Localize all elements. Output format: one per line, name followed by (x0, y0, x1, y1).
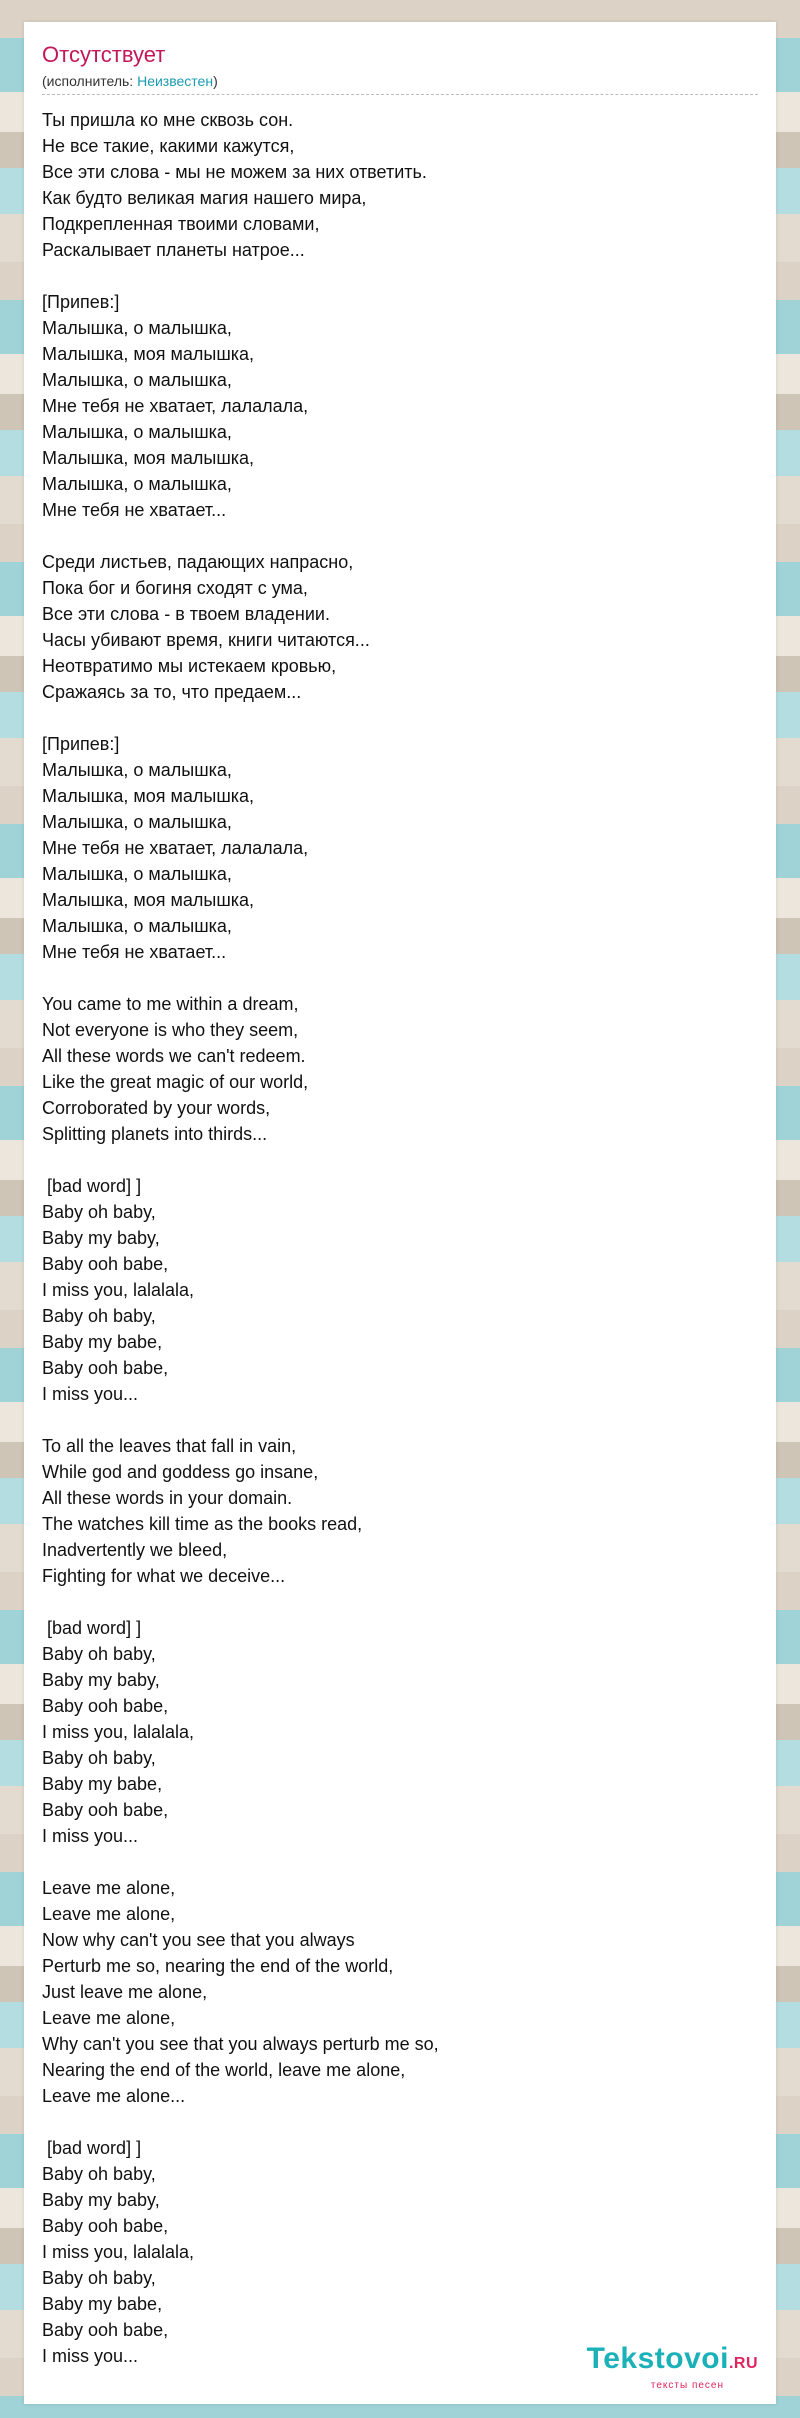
site-logo[interactable] (587, 2343, 758, 2392)
logo-wordmark (587, 2343, 758, 2380)
performer-line (42, 72, 758, 95)
performer-suffix: ) (213, 73, 218, 89)
lyrics-card (24, 22, 776, 2404)
song-title: Отсутствует (42, 42, 166, 67)
performer-link[interactable]: Неизвестен (137, 73, 214, 89)
logo-name: Tekstovoi (586, 2342, 729, 2375)
logo-tagline: тексты песен (650, 2380, 724, 2391)
performer-prefix: (исполнитель: (42, 73, 138, 89)
lyrics-text: Ты пришла ко мне сквозь сон. Не все такие, какими кажутся, Все эти слова - мы не можем за них ответить. Как будто великая магия нашего мира, Подкрепленная твоими словами, Раскалывает планеты натрое... [Припев:] Малышка, о малышка, Малышка, моя малышка, Малышка, о малышка, Мне тебя не хватает, лалалала, Малышка, о малышка, Малышка, моя малышка, Малышка, о малышка, Мне тебя не хватает... Среди листьев, падающих напрасно, Пока бог и богиня сходят с ума, Все эти слова - в твоем владении. Часы убивают время, книги читаются... Неотвратимо мы истекаем кровью, Сражаясь за то, что предаем... [Припев:] Малышка, о малышка, Малышка, моя малышка, Малышка, о малышка, Мне тебя не хватает, лалалала, Малышка, о малышка, Малышка, моя малышка, Малышка, о малышка, Мне тебя не хватает... You came to me within a dream, Not everyone is who they seem, All these words we can't redeem. Like the great magic of our world, Corroborated by your words, Splitting planets into thirds... [bad word] ] Baby oh baby, Baby my baby, Baby ooh babe, I miss you, lalalala, Baby oh baby, Baby my babe, Baby ooh babe, I miss you... To all the leaves that fall in vain, While god and goddess go insane, All these words in your domain. The watches kill time as the books read, Inadvertently we bleed, Fighting for what we deceive... [bad word] ] Baby oh baby, Baby my baby, Baby ooh babe, I miss you, lalalala, Baby oh baby, Baby my babe, Baby ooh babe, I miss you... Leave me alone, Leave me alone, Now why can't you see that you always Perturb me so, nearing the end of the world, Just leave me alone, Leave me alone, Why can't you see that you always perturb me so, Nearing the end of the world, leave me alone, Leave me alone... [bad word] ] Baby oh baby, Baby my baby, Baby ooh babe, I miss you, lalalala, Baby oh baby, Baby my babe, Baby ooh babe, I miss you... (42, 110, 439, 2366)
logo-tld: .RU (728, 2355, 758, 2372)
